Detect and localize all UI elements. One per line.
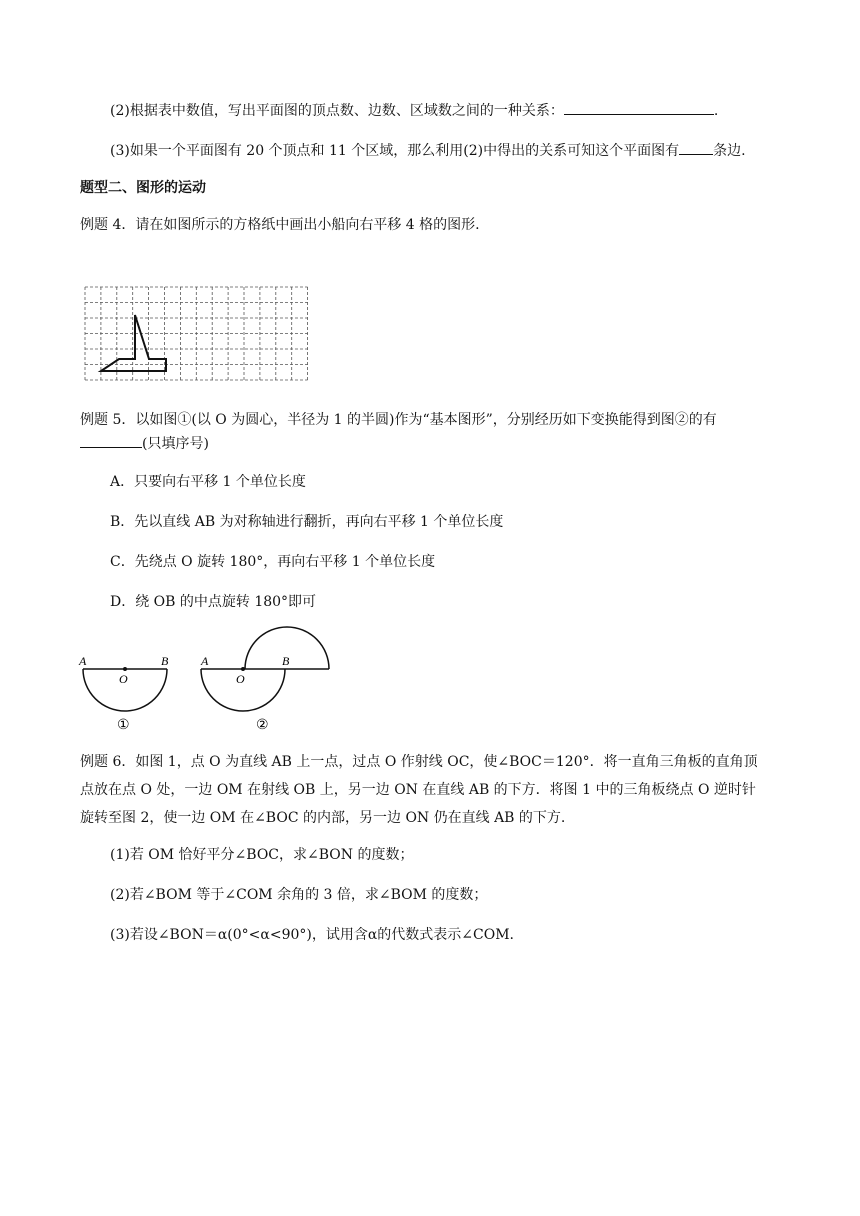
boat-shape (101, 315, 166, 371)
label-a: A (79, 654, 87, 668)
example-5-line2 (80, 433, 209, 454)
example-6-q3: (3)若设∠BON＝α(0°<α<90°)，试用含α的代数式表示∠COM. (110, 927, 515, 943)
label-o: O (236, 672, 245, 686)
grid (85, 287, 308, 380)
example-5-line1: 例题 5．以如图①(以 O 为圆心，半径为 1 的半圆)作为“基本图形”，分别经历如下变换能得到图②的有 (80, 412, 717, 428)
figure-1-label: ① (117, 718, 130, 733)
section-heading: 题型二、图形的运动 (80, 180, 206, 196)
example-4: 例题 4．请在如图所示的方格纸中画出小船向右平移 4 格的图形. (80, 217, 480, 233)
option-c: C．先绕点 O 旋转 180°，再向右平移 1 个单位长度 (110, 554, 436, 570)
option-b: B．先以直线 AB 为对称轴进行翻折，再向右平移 1 个单位长度 (110, 514, 504, 530)
answer-blank (679, 140, 713, 155)
figure-1 (78, 654, 169, 733)
question-3-text: (3)如果一个平面图有 20 个顶点和 11 个区域，那么利用(2)中得出的关系可知这个平面图有 (110, 143, 680, 159)
example-6-q2: (2)若∠BOM 等于∠COM 余角的 3 倍，求∠BOM 的度数； (110, 887, 488, 903)
grid-boat-figure (85, 287, 315, 387)
question-3-end: 条边. (713, 143, 746, 159)
label-a: A (201, 654, 209, 668)
option-a: A．只要向右平移 1 个单位长度 (110, 474, 306, 490)
question-2-end: . (713, 103, 719, 119)
question-2 (110, 100, 718, 121)
label-b: B (161, 654, 169, 668)
answer-blank (80, 433, 142, 448)
answer-blank (564, 100, 714, 115)
figure-2 (200, 627, 329, 733)
label-b: B (282, 654, 290, 668)
label-o: O (119, 672, 128, 686)
example-6-q1: (1)若 OM 恰好平分∠BOC，求∠BON 的度数； (110, 847, 414, 863)
example-6-line2: 点放在点 O 处，一边 OM 在射线 OB 上，另一边 ON 在直线 AB 的下方．将图 1 中的三角板绕点 O 逆时针 (80, 782, 756, 798)
figure-2-label: ② (256, 718, 269, 733)
example-6-line3: 旋转至图 2，使一边 OM 在∠BOC 的内部，另一边 ON 仍在直线 AB 的下方. (80, 810, 566, 826)
semicircle-figures (75, 625, 355, 735)
question-3 (110, 140, 746, 161)
example-6-line1: 例题 6．如图 1，点 O 为直线 AB 上一点，过点 O 作射线 OC，使∠BOC＝120°．将一直角三角板的直角顶 (80, 754, 758, 770)
example-5-line2-text: (只填序号) (142, 436, 209, 452)
question-2-text: (2)根据表中数值，写出平面图的顶点数、边数、区域数之间的一种关系： (110, 103, 564, 119)
option-d: D．绕 OB 的中点旋转 180°即可 (110, 594, 317, 610)
